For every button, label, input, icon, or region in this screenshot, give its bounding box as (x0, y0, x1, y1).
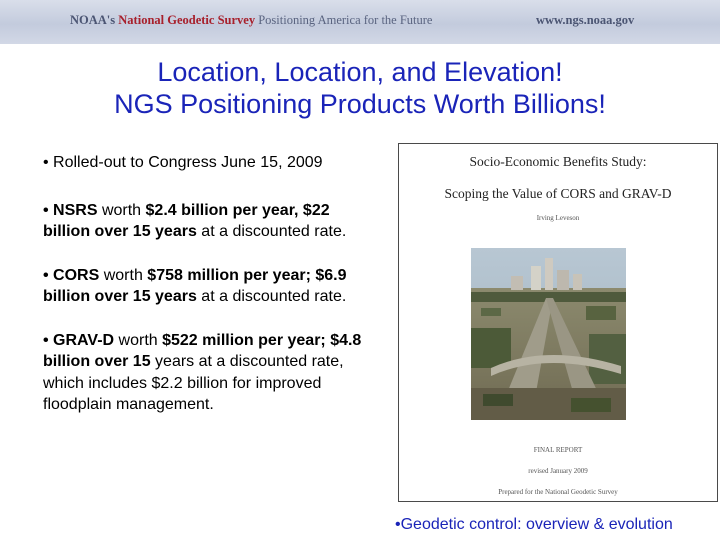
bullet-item (43, 330, 378, 416)
bullet-text: years at a discounted rate, which includes $2.2 billion for improved floodplain management. (43, 353, 344, 413)
bullet-text: worth (97, 201, 146, 219)
cover-final-report: FINAL REPORT (533, 446, 583, 454)
header-url[interactable]: www.ngs.noaa.gov (536, 13, 635, 27)
bullet-label: • NSRS (43, 201, 98, 219)
footer-note: •Geodetic control: overview & evolution (395, 516, 673, 533)
org-prefix: NOAA's (70, 13, 119, 27)
header-org (70, 13, 432, 28)
bullet-label: • CORS (43, 266, 100, 284)
bullet-list (43, 152, 378, 438)
org-tagline: Positioning America for the Future (255, 13, 433, 27)
title-line-1: Location, Location, and Elevation! (157, 57, 563, 87)
bullet-text: • Rolled-out to Congress June 15, 2009 (43, 154, 323, 171)
flood-photo (471, 248, 626, 420)
bullet-text: worth (99, 266, 148, 284)
cover-revised: revised January 2009 (528, 467, 588, 475)
title-line-2: NGS Positioning Products Worth Billions! (114, 89, 606, 119)
bullet-text: at a discounted rate. (196, 223, 347, 240)
bullet-item (43, 200, 378, 243)
org-name: National Geodetic Survey (118, 13, 256, 27)
slide-title (0, 56, 720, 120)
bullet-value: $522 million per year; $4.8 billion over 15 (43, 331, 362, 370)
bullet-text: at a discounted rate. (196, 288, 347, 305)
bullet-item (43, 152, 378, 174)
bullet-value: $2.4 billion per year, $22 billion over 15 years (43, 201, 330, 240)
cover-title-line-1: Socio-Economic Benefits Study: (469, 154, 647, 169)
cover-prepared-for: Prepared for the National Geodetic Survey (498, 488, 618, 496)
cover-author: Irving Leveson (536, 214, 580, 222)
bullet-text: worth (114, 331, 163, 349)
report-cover (398, 143, 718, 502)
header-banner (0, 0, 720, 44)
cover-title-line-2: Scoping the Value of CORS and GRAV-D (444, 186, 672, 201)
bullet-value: $758 million per year; $6.9 billion over 15 years (43, 266, 347, 305)
bullet-label: • GRAV-D (43, 331, 115, 349)
bullet-item (43, 265, 378, 308)
